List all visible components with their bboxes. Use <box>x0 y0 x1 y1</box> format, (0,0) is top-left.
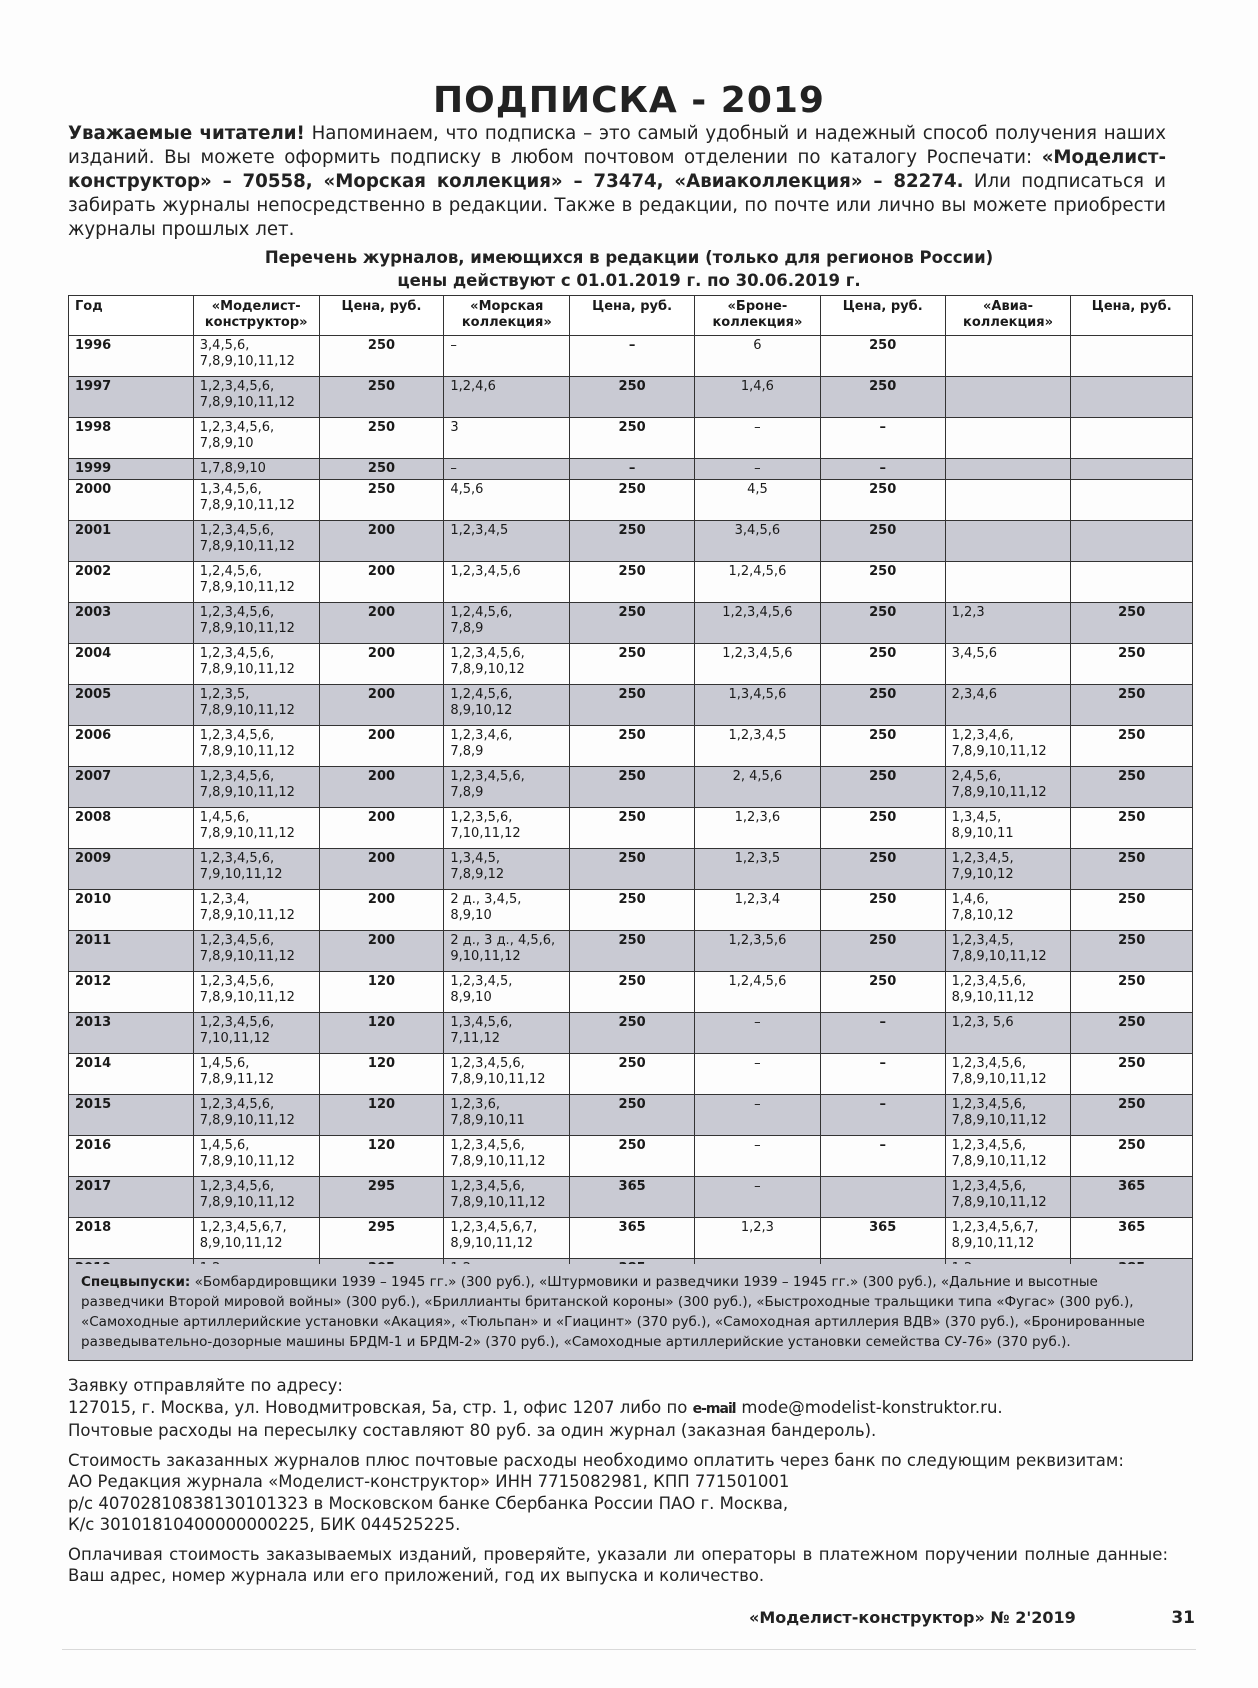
table-row <box>69 972 1193 1013</box>
sea-price-cell: 250 <box>570 890 695 931</box>
year-cell: 1997 <box>69 377 194 418</box>
avia-issues-cell <box>945 521 1071 562</box>
avia-price-cell <box>1071 562 1193 603</box>
order-address-text: 127015, г. Москва, ул. Новодмитровская, 5а, стр. 1, офис 1207 либо по <box>68 1397 693 1417</box>
col-header-price: Цена, руб. <box>319 296 444 336</box>
avia-issues-cell: 1,2,3,4,5,6, 8,9,10,11,12 <box>945 972 1071 1013</box>
modelist-price-cell: 200 <box>319 562 444 603</box>
bank-details <box>68 1450 1168 1536</box>
modelist-price-cell: 295 <box>319 1218 444 1259</box>
avia-price-cell: 250 <box>1071 603 1193 644</box>
special-issues <box>68 1264 1193 1361</box>
avia-issues-cell <box>945 336 1071 377</box>
sea-issues-cell: 2 д., 3,4,5, 8,9,10 <box>444 890 570 931</box>
avia-issues-cell: 1,4,6, 7,8,10,12 <box>945 890 1071 931</box>
armor-issues-cell: 1,2,3,4,5,6 <box>694 644 820 685</box>
sea-price-cell: 250 <box>570 562 695 603</box>
footer-rule <box>62 1649 1196 1650</box>
avia-price-cell: 365 <box>1071 1218 1193 1259</box>
sea-price-cell: 250 <box>570 1095 695 1136</box>
armor-price-cell: 250 <box>820 808 945 849</box>
year-cell: 2000 <box>69 480 194 521</box>
order-address <box>68 1397 1168 1421</box>
table-caption <box>0 246 1258 292</box>
year-cell: 2006 <box>69 726 194 767</box>
avia-price-cell: 250 <box>1071 1136 1193 1177</box>
modelist-price-cell: 250 <box>319 459 444 480</box>
armor-issues-cell: 3,4,5,6 <box>694 521 820 562</box>
armor-issues-cell: 1,4,6 <box>694 377 820 418</box>
avia-price-cell <box>1071 336 1193 377</box>
intro-text-2: Или подписаться и забирать журналы непосредственно в редакции. Также в редакции, по почте или лично вы можете приобрести журналы прошлых лет. <box>68 171 1167 240</box>
intro-text-1: Напоминаем, что подписка – это самый удобный и надежный способ получения наших изданий. Вы можете оформить подписку в любом почтовом отделении по каталогу Роспечати: <box>68 123 1166 168</box>
modelist-price-cell: 200 <box>319 603 444 644</box>
avia-issues-cell: 1,3,4,5, 8,9,10,11 <box>945 808 1071 849</box>
sea-issues-cell: 1,2,3,4,5,6, 7,8,9,10,11,12 <box>444 1054 570 1095</box>
sea-price-cell: 365 <box>570 1218 695 1259</box>
armor-issues-cell: – <box>694 1013 820 1054</box>
avia-issues-cell: 1,2,3, 5,6 <box>945 1013 1071 1054</box>
modelist-issues-cell: 1,2,3,4,5,6, 7,8,9,10,11,12 <box>193 521 319 562</box>
armor-issues-cell: 1,2,4,5,6 <box>694 972 820 1013</box>
sea-price-cell: 250 <box>570 849 695 890</box>
year-cell: 2010 <box>69 890 194 931</box>
avia-price-cell: 250 <box>1071 1054 1193 1095</box>
modelist-price-cell: 200 <box>319 644 444 685</box>
table-row <box>69 603 1193 644</box>
sea-price-cell: 250 <box>570 1054 695 1095</box>
sea-issues-cell: 3 <box>444 418 570 459</box>
special-issues-label: Спецвыпуски: <box>81 1274 191 1290</box>
armor-issues-cell: 1,2,3,5 <box>694 849 820 890</box>
col-header-year: Год <box>69 296 194 336</box>
modelist-price-cell: 200 <box>319 767 444 808</box>
avia-price-cell: 250 <box>1071 1095 1193 1136</box>
sea-price-cell: 250 <box>570 418 695 459</box>
table-row <box>69 480 1193 521</box>
footer-magazine: «Моделист-конструктор» № 2'2019 <box>748 1608 1076 1627</box>
year-cell: 1996 <box>69 336 194 377</box>
avia-issues-cell <box>945 418 1071 459</box>
year-cell: 2017 <box>69 1177 194 1218</box>
armor-issues-cell: 1,2,3 <box>694 1218 820 1259</box>
year-cell: 2018 <box>69 1218 194 1259</box>
sea-price-cell: 250 <box>570 767 695 808</box>
sea-issues-cell: 2 д., 3 д., 4,5,6, 9,10,11,12 <box>444 931 570 972</box>
sea-issues-cell: 1,2,3,4,6, 7,8,9 <box>444 726 570 767</box>
year-cell: 2016 <box>69 1136 194 1177</box>
year-cell: 2004 <box>69 644 194 685</box>
year-cell: 2003 <box>69 603 194 644</box>
table-caption-line-2: цены действуют с 01.01.2019 г. по 30.06.2019 г. <box>397 271 861 290</box>
armor-price-cell: – <box>820 1136 945 1177</box>
armor-price-cell: 250 <box>820 336 945 377</box>
col-header-price: Цена, руб. <box>820 296 945 336</box>
table-row <box>69 1177 1193 1218</box>
armor-price-cell: 250 <box>820 972 945 1013</box>
table-row <box>69 849 1193 890</box>
sea-price-cell: 250 <box>570 726 695 767</box>
page-footer <box>0 1608 1195 1628</box>
sea-price-cell: 250 <box>570 521 695 562</box>
modelist-issues-cell: 3,4,5,6, 7,8,9,10,11,12 <box>193 336 319 377</box>
sea-price-cell: 250 <box>570 480 695 521</box>
avia-price-cell: 250 <box>1071 808 1193 849</box>
armor-issues-cell: 6 <box>694 336 820 377</box>
modelist-issues-cell: 1,2,3,4,5,6, 7,8,9,10,11,12 <box>193 767 319 808</box>
email-icon: e-mail <box>692 1400 736 1417</box>
year-cell: 2009 <box>69 849 194 890</box>
col-header-modelist: «Моделист-конструктор» <box>193 296 319 336</box>
avia-price-cell: 250 <box>1071 931 1193 972</box>
armor-price-cell: 250 <box>820 767 945 808</box>
sea-issues-cell: 1,2,3,4,5,6, 7,8,9,10,12 <box>444 644 570 685</box>
year-cell: 1999 <box>69 459 194 480</box>
sea-issues-cell: 1,2,3,4,5 <box>444 521 570 562</box>
year-cell: 2008 <box>69 808 194 849</box>
order-email[interactable]: : mode@modelist-konstruktor.ru. <box>730 1397 1003 1417</box>
avia-price-cell <box>1071 377 1193 418</box>
modelist-price-cell: 250 <box>319 336 444 377</box>
armor-price-cell: 250 <box>820 377 945 418</box>
armor-price-cell: 250 <box>820 521 945 562</box>
sea-issues-cell: – <box>444 459 570 480</box>
avia-price-cell: 250 <box>1071 767 1193 808</box>
armor-price-cell: – <box>820 1095 945 1136</box>
modelist-issues-cell: 1,2,3,4,5,6,7, 8,9,10,11,12 <box>193 1218 319 1259</box>
table-caption-line-1: Перечень журналов, имеющихся в редакции (только для регионов России) <box>264 248 994 267</box>
armor-issues-cell: 1,2,4,5,6 <box>694 562 820 603</box>
table-row <box>69 459 1193 480</box>
armor-issues-cell: – <box>694 1054 820 1095</box>
avia-price-cell: 365 <box>1071 1177 1193 1218</box>
modelist-price-cell: 120 <box>319 1054 444 1095</box>
modelist-price-cell: 250 <box>319 377 444 418</box>
page-title: ПОДПИСКА - 2019 <box>433 80 825 121</box>
armor-issues-cell: 1,2,3,4,5 <box>694 726 820 767</box>
year-cell: 2005 <box>69 685 194 726</box>
modelist-price-cell: 250 <box>319 480 444 521</box>
table-row <box>69 644 1193 685</box>
sea-issues-cell: 1,2,3,5,6, 7,10,11,12 <box>444 808 570 849</box>
armor-issues-cell: – <box>694 1095 820 1136</box>
year-cell: 2002 <box>69 562 194 603</box>
modelist-issues-cell: 1,2,3,4,5,6, 7,8,9,10,11,12 <box>193 972 319 1013</box>
col-header-sea: «Морская коллекция» <box>444 296 570 336</box>
intro-greeting: Уважаемые читатели! <box>68 123 305 144</box>
sea-issues-cell: 1,3,4,5,6, 7,11,12 <box>444 1013 570 1054</box>
armor-issues-cell: – <box>694 459 820 480</box>
avia-issues-cell: 2,4,5,6, 7,8,9,10,11,12 <box>945 767 1071 808</box>
modelist-price-cell: 120 <box>319 1095 444 1136</box>
table-row <box>69 890 1193 931</box>
modelist-price-cell: 200 <box>319 931 444 972</box>
avia-issues-cell: 1,2,3,4,5, 7,9,10,12 <box>945 849 1071 890</box>
armor-issues-cell: – <box>694 1177 820 1218</box>
avia-issues-cell: 1,2,3,4,5,6,7, 8,9,10,11,12 <box>945 1218 1071 1259</box>
col-header-avia: «Авиа-коллекция» <box>945 296 1071 336</box>
table-row <box>69 808 1193 849</box>
modelist-price-cell: 200 <box>319 521 444 562</box>
modelist-price-cell: 250 <box>319 418 444 459</box>
sea-issues-cell: 1,2,3,4,5, 8,9,10 <box>444 972 570 1013</box>
sea-price-cell: 250 <box>570 644 695 685</box>
table-row <box>69 377 1193 418</box>
armor-price-cell: – <box>820 1054 945 1095</box>
payment-note: Оплачивая стоимость заказываемых изданий, проверяйте, указали ли операторы в платежном поручении полные данные: Ваш адрес, номер журнала или его приложений, год их выпуска и количество. <box>68 1544 1168 1585</box>
modelist-issues-cell: 1,4,5,6, 7,8,9,10,11,12 <box>193 808 319 849</box>
col-header-price: Цена, руб. <box>570 296 695 336</box>
sea-price-cell: – <box>570 336 695 377</box>
order-address-block <box>68 1375 1168 1442</box>
sea-issues-cell: 1,2,3,4,5,6, 7,8,9,10,11,12 <box>444 1177 570 1218</box>
modelist-price-cell: 200 <box>319 726 444 767</box>
modelist-price-cell: 120 <box>319 1013 444 1054</box>
sea-price-cell: 250 <box>570 603 695 644</box>
armor-issues-cell: 1,2,3,4,5,6 <box>694 603 820 644</box>
armor-price-cell: 250 <box>820 726 945 767</box>
armor-price-cell <box>820 1177 945 1218</box>
modelist-price-cell: 200 <box>319 890 444 931</box>
avia-issues-cell: 1,2,3,4,5,6, 7,8,9,10,11,12 <box>945 1136 1071 1177</box>
avia-issues-cell <box>945 377 1071 418</box>
sea-issues-cell: 1,2,3,4,5,6,7, 8,9,10,11,12 <box>444 1218 570 1259</box>
bank-line: К/с 30101810400000000225, БИК 044525225. <box>68 1515 461 1534</box>
table-row <box>69 562 1193 603</box>
sea-price-cell: 250 <box>570 972 695 1013</box>
avia-price-cell: 250 <box>1071 1013 1193 1054</box>
modelist-issues-cell: 1,2,3,4, 7,8,9,10,11,12 <box>193 890 319 931</box>
avia-issues-cell: 1,2,3,4,5,6, 7,8,9,10,11,12 <box>945 1177 1071 1218</box>
modelist-issues-cell: 1,2,3,4,5,6, 7,9,10,11,12 <box>193 849 319 890</box>
modelist-issues-cell: 1,2,3,4,5,6, 7,8,9,10,11,12 <box>193 1177 319 1218</box>
avia-price-cell: 250 <box>1071 972 1193 1013</box>
intro-paragraph <box>68 122 1166 242</box>
armor-price-cell: 250 <box>820 603 945 644</box>
modelist-price-cell: 200 <box>319 849 444 890</box>
armor-price-cell: 250 <box>820 890 945 931</box>
table-row <box>69 767 1193 808</box>
year-cell: 2015 <box>69 1095 194 1136</box>
armor-price-cell: 250 <box>820 644 945 685</box>
modelist-price-cell: 295 <box>319 1177 444 1218</box>
modelist-issues-cell: 1,2,3,4,5,6, 7,8,9,10,11,12 <box>193 377 319 418</box>
year-cell: 2012 <box>69 972 194 1013</box>
modelist-price-cell: 120 <box>319 972 444 1013</box>
armor-issues-cell: 1,2,3,5,6 <box>694 931 820 972</box>
bank-line: р/с 40702810838130101323 в Московском банке Сбербанка России ПАО г. Москва, <box>68 1493 789 1513</box>
col-header-armor: «Броне-коллекция» <box>694 296 820 336</box>
year-cell: 2014 <box>69 1054 194 1095</box>
armor-price-cell: 250 <box>820 931 945 972</box>
sea-issues-cell: 1,3,4,5, 7,8,9,12 <box>444 849 570 890</box>
avia-price-cell: 250 <box>1071 685 1193 726</box>
year-cell: 2007 <box>69 767 194 808</box>
avia-issues-cell: 3,4,5,6 <box>945 644 1071 685</box>
page-number: 31 <box>1171 1608 1195 1628</box>
table-row <box>69 418 1193 459</box>
sea-issues-cell: 1,2,3,4,5,6 <box>444 562 570 603</box>
modelist-price-cell: 120 <box>319 1136 444 1177</box>
modelist-issues-cell: 1,3,4,5,6, 7,8,9,10,11,12 <box>193 480 319 521</box>
sea-issues-cell: 1,2,4,6 <box>444 377 570 418</box>
armor-price-cell: 365 <box>820 1218 945 1259</box>
modelist-issues-cell: 1,7,8,9,10 <box>193 459 319 480</box>
modelist-issues-cell: 1,4,5,6, 7,8,9,11,12 <box>193 1054 319 1095</box>
table-body <box>69 336 1193 1280</box>
sea-issues-cell: 4,5,6 <box>444 480 570 521</box>
table-row <box>69 1136 1193 1177</box>
armor-price-cell: 250 <box>820 685 945 726</box>
year-cell: 2013 <box>69 1013 194 1054</box>
sea-issues-cell: 1,2,3,4,5,6, 7,8,9,10,11,12 <box>444 1136 570 1177</box>
avia-price-cell <box>1071 418 1193 459</box>
sea-price-cell: 250 <box>570 1013 695 1054</box>
avia-price-cell: 250 <box>1071 726 1193 767</box>
sea-price-cell: 250 <box>570 377 695 418</box>
order-line: Заявку отправляйте по адресу: <box>68 1376 343 1395</box>
avia-issues-cell: 2,3,4,6 <box>945 685 1071 726</box>
armor-price-cell: 250 <box>820 562 945 603</box>
year-cell: 1998 <box>69 418 194 459</box>
armor-price-cell: – <box>820 1013 945 1054</box>
avia-price-cell: 250 <box>1071 644 1193 685</box>
modelist-issues-cell: 1,2,3,4,5,6, 7,8,9,10 <box>193 418 319 459</box>
sea-issues-cell: 1,2,3,4,5,6, 7,8,9 <box>444 767 570 808</box>
table-row <box>69 1218 1193 1259</box>
avia-price-cell: 250 <box>1071 890 1193 931</box>
avia-issues-cell: 1,2,3,4,5,6, 7,8,9,10,11,12 <box>945 1054 1071 1095</box>
avia-price-cell <box>1071 480 1193 521</box>
sea-issues-cell: – <box>444 336 570 377</box>
table-row <box>69 685 1193 726</box>
armor-issues-cell: – <box>694 418 820 459</box>
armor-price-cell: 250 <box>820 480 945 521</box>
modelist-issues-cell: 1,2,3,4,5,6, 7,10,11,12 <box>193 1013 319 1054</box>
modelist-price-cell: 200 <box>319 808 444 849</box>
armor-issues-cell: – <box>694 1136 820 1177</box>
modelist-issues-cell: 1,2,3,4,5,6, 7,8,9,10,11,12 <box>193 931 319 972</box>
armor-issues-cell: 1,2,3,4 <box>694 890 820 931</box>
postage-note: Почтовые расходы на пересылку составляют 80 руб. за один журнал (заказная бандероль). <box>68 1421 877 1440</box>
sea-issues-cell: 1,2,4,5,6, 7,8,9 <box>444 603 570 644</box>
avia-issues-cell <box>945 459 1071 480</box>
sea-issues-cell: 1,2,3,6, 7,8,9,10,11 <box>444 1095 570 1136</box>
modelist-issues-cell: 1,4,5,6, 7,8,9,10,11,12 <box>193 1136 319 1177</box>
sea-price-cell: – <box>570 459 695 480</box>
table-header-row <box>69 296 1193 336</box>
sea-issues-cell: 1,2,4,5,6, 8,9,10,12 <box>444 685 570 726</box>
bank-line: Стоимость заказанных журналов плюс почтовые расходы необходимо оплатить через банк по следующим реквизитам: <box>68 1450 1124 1470</box>
avia-issues-cell: 1,2,3 <box>945 603 1071 644</box>
modelist-issues-cell: 1,2,3,4,5,6, 7,8,9,10,11,12 <box>193 726 319 767</box>
table-row <box>69 1095 1193 1136</box>
modelist-issues-cell: 1,2,3,4,5,6, 7,8,9,10,11,12 <box>193 644 319 685</box>
sea-price-cell: 250 <box>570 1136 695 1177</box>
sea-price-cell: 250 <box>570 685 695 726</box>
sea-price-cell: 250 <box>570 931 695 972</box>
avia-price-cell <box>1071 459 1193 480</box>
avia-price-cell <box>1071 521 1193 562</box>
modelist-issues-cell: 1,2,3,4,5,6, 7,8,9,10,11,12 <box>193 603 319 644</box>
order-info <box>68 1375 1168 1595</box>
intro-catalog-numbers: «Моделист-конструктор» – 70558, «Морская коллекция» – 73474, «Авиаколлекция» – 82274. <box>68 147 1166 192</box>
armor-price-cell: 250 <box>820 849 945 890</box>
avia-issues-cell: 1,2,3,4,5,6, 7,8,9,10,11,12 <box>945 1095 1071 1136</box>
armor-issues-cell: 4,5 <box>694 480 820 521</box>
modelist-issues-cell: 1,2,4,5,6, 7,8,9,10,11,12 <box>193 562 319 603</box>
table-row <box>69 726 1193 767</box>
table-row <box>69 931 1193 972</box>
table-row <box>69 336 1193 377</box>
year-cell: 2011 <box>69 931 194 972</box>
avia-price-cell: 250 <box>1071 849 1193 890</box>
table-row <box>69 521 1193 562</box>
sea-price-cell: 365 <box>570 1177 695 1218</box>
armor-issues-cell: 1,3,4,5,6 <box>694 685 820 726</box>
issues-table <box>68 295 1193 1280</box>
modelist-issues-cell: 1,2,3,4,5,6, 7,8,9,10,11,12 <box>193 1095 319 1136</box>
armor-issues-cell: 2, 4,5,6 <box>694 767 820 808</box>
table-row <box>69 1054 1193 1095</box>
modelist-price-cell: 200 <box>319 685 444 726</box>
avia-issues-cell: 1,2,3,4,6, 7,8,9,10,11,12 <box>945 726 1071 767</box>
armor-price-cell: – <box>820 418 945 459</box>
armor-price-cell: – <box>820 459 945 480</box>
bank-line: АО Редакция журнала «Моделист-конструктор» ИНН 7715082981, КПП 771501001 <box>68 1472 790 1491</box>
year-cell: 2001 <box>69 521 194 562</box>
col-header-price: Цена, руб. <box>1071 296 1193 336</box>
special-issues-text: «Бомбардировщики 1939 – 1945 гг.» (300 руб.), «Штурмовики и разведчики 1939 – 1945 гг.» (300 руб.), «Дальние и высотные разведчики Второй мировой войны» (300 руб.), «Бриллианты британской короны» (300 руб.), «Быстроходные тральщики типа «Фугас» (300 руб.), «Самоходные артиллерийские установки «Акация», «Тюльпан» и «Гиацинт» (370 руб.), «Самоходная артиллерия ВДВ» (370 руб.), «Бронированные разведывательно-дозорные машины БРДМ-1 и БРДМ-2» (370 руб.), «Самоходные артиллерийские установки семейства СУ-76» (370 руб.). <box>81 1274 1145 1350</box>
avia-issues-cell <box>945 562 1071 603</box>
avia-issues-cell: 1,2,3,4,5, 7,8,9,10,11,12 <box>945 931 1071 972</box>
modelist-issues-cell: 1,2,3,5, 7,8,9,10,11,12 <box>193 685 319 726</box>
sea-price-cell: 250 <box>570 808 695 849</box>
table-row <box>69 1013 1193 1054</box>
armor-issues-cell: 1,2,3,6 <box>694 808 820 849</box>
avia-issues-cell <box>945 480 1071 521</box>
